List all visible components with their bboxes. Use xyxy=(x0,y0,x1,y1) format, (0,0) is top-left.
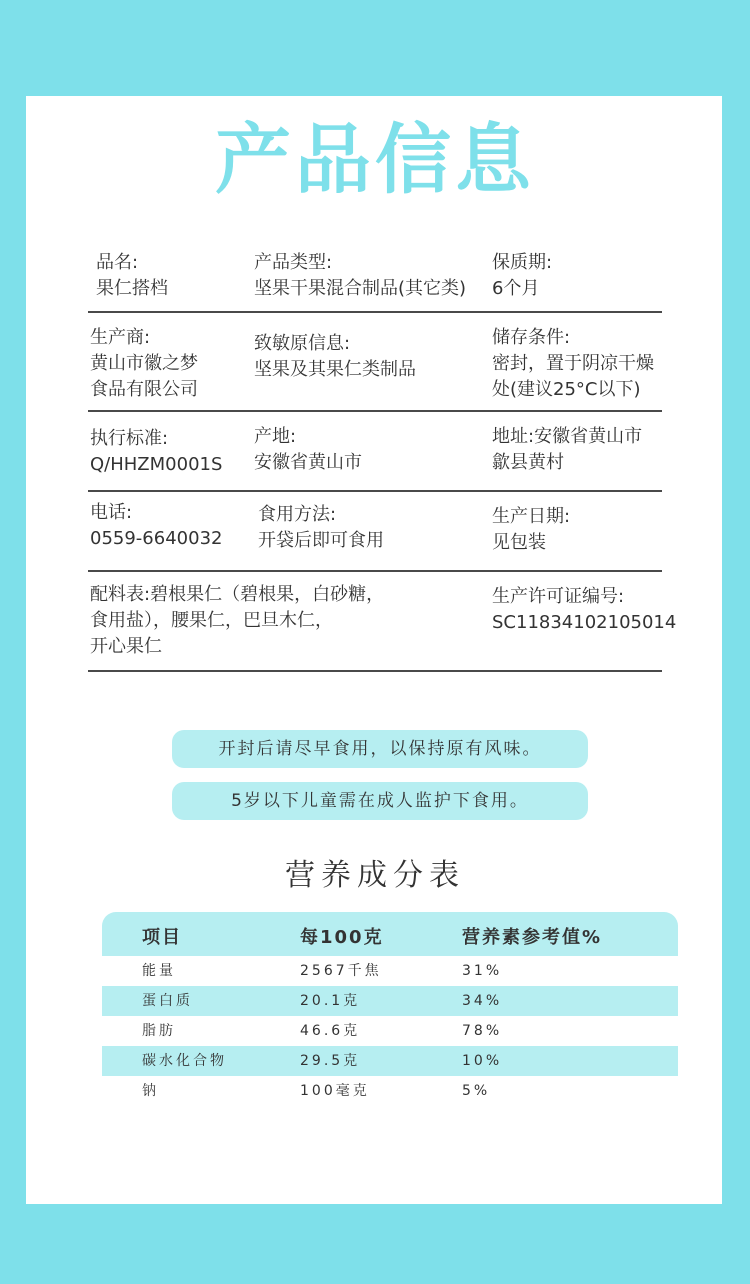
info-label: 生产许可证编号: xyxy=(492,586,625,607)
info-cell-storage xyxy=(492,325,654,403)
nutrition-header-row xyxy=(102,912,678,956)
info-label: 电话: xyxy=(90,502,133,523)
info-value: 食用盐），腰果仁，巴旦木仁， 开心果仁 xyxy=(90,610,333,657)
info-label: 产品类型: xyxy=(254,252,333,273)
info-cell-origin xyxy=(254,424,362,476)
nutrient-name: 钠 xyxy=(142,1083,159,1099)
info-cell-name xyxy=(96,250,168,302)
nutrient-nrv: 10% xyxy=(462,1053,503,1069)
info-label: 食用方法: xyxy=(258,504,337,525)
table-row xyxy=(102,1016,678,1046)
nutrient-amount: 100毫克 xyxy=(300,1083,370,1099)
info-value: 见包装 xyxy=(492,532,546,553)
info-label: 执行标准: xyxy=(90,428,169,449)
nutrient-amount: 2567千焦 xyxy=(300,963,382,979)
info-cell-manufacturer xyxy=(90,325,198,403)
info-cell-shelf-life xyxy=(492,250,552,302)
nutrient-name: 蛋白质 xyxy=(142,993,193,1009)
info-label: 品名: xyxy=(96,252,139,273)
info-label: 生产日期: xyxy=(492,506,571,527)
info-label: 配料表:碧根果仁（碧根果，白砂糖， xyxy=(90,584,385,605)
info-value: Q/HHZM0001S xyxy=(90,454,223,475)
nutrient-name: 碳水化合物 xyxy=(142,1053,227,1069)
info-cell-standard xyxy=(90,426,222,478)
nutrient-nrv: 34% xyxy=(462,993,503,1009)
nutrient-amount: 29.5克 xyxy=(300,1053,361,1069)
info-label: 地址:安徽省黄山市 xyxy=(492,426,643,447)
info-value: 0559-6640032 xyxy=(90,528,223,549)
info-value: SC11834102105014 xyxy=(492,612,677,633)
info-label: 生产商: xyxy=(90,327,151,348)
info-row xyxy=(88,313,662,412)
info-label: 致敏原信息: xyxy=(254,333,351,354)
nutrient-name: 能量 xyxy=(142,963,176,979)
header-per-100g: 每100克 xyxy=(300,927,384,948)
notice-badge-eat-soon: 开封后请尽早食用，以保持原有风味。 xyxy=(172,730,588,768)
notice-badge-children: 5岁以下儿童需在成人监护下食用。 xyxy=(172,782,588,820)
nutrition-table xyxy=(102,912,678,1106)
nutrient-name: 脂肪 xyxy=(142,1023,176,1039)
info-value: 安徽省黄山市 xyxy=(254,452,362,473)
info-row xyxy=(88,412,662,492)
info-value: 坚果及其果仁类制品 xyxy=(254,359,416,380)
info-cell-usage xyxy=(258,502,384,554)
product-info-table xyxy=(88,240,677,672)
table-row xyxy=(102,986,678,1016)
info-value: 密封，置于阴凉干燥 处(建议25°C以下) xyxy=(492,353,654,400)
info-row xyxy=(88,572,677,672)
info-row xyxy=(88,240,662,313)
page-title: 产品信息 xyxy=(215,115,535,204)
nutrient-nrv: 31% xyxy=(462,963,503,979)
nutrition-title: 营养成分表 xyxy=(285,858,465,893)
info-label: 保质期: xyxy=(492,252,553,273)
nutrient-nrv: 78% xyxy=(462,1023,503,1039)
info-value: 果仁搭档 xyxy=(96,278,168,299)
info-cell-production-date xyxy=(492,504,570,556)
info-cell-type xyxy=(254,250,466,302)
info-cell-ingredients xyxy=(90,582,384,660)
info-value: 6个月 xyxy=(492,278,540,299)
info-value: 坚果干果混合制品(其它类) xyxy=(254,278,467,299)
table-row xyxy=(102,1076,678,1106)
table-row xyxy=(102,1046,678,1076)
header-item: 项目 xyxy=(142,927,182,948)
info-cell-address xyxy=(492,424,642,476)
info-label: 储存条件: xyxy=(492,327,571,348)
info-label: 产地: xyxy=(254,426,297,447)
table-row xyxy=(102,956,678,986)
nutrient-nrv: 5% xyxy=(462,1083,491,1099)
info-cell-license xyxy=(492,584,676,636)
info-cell-phone xyxy=(90,500,222,552)
nutrient-amount: 20.1克 xyxy=(300,993,361,1009)
nutrient-amount: 46.6克 xyxy=(300,1023,361,1039)
header-nrv: 营养素参考值% xyxy=(462,927,603,948)
info-value: 歙县黄村 xyxy=(492,452,564,473)
info-value: 黄山市徽之梦 食品有限公司 xyxy=(90,353,198,400)
info-row xyxy=(88,492,662,572)
info-value: 开袋后即可食用 xyxy=(258,530,384,551)
info-cell-allergen xyxy=(254,331,416,383)
